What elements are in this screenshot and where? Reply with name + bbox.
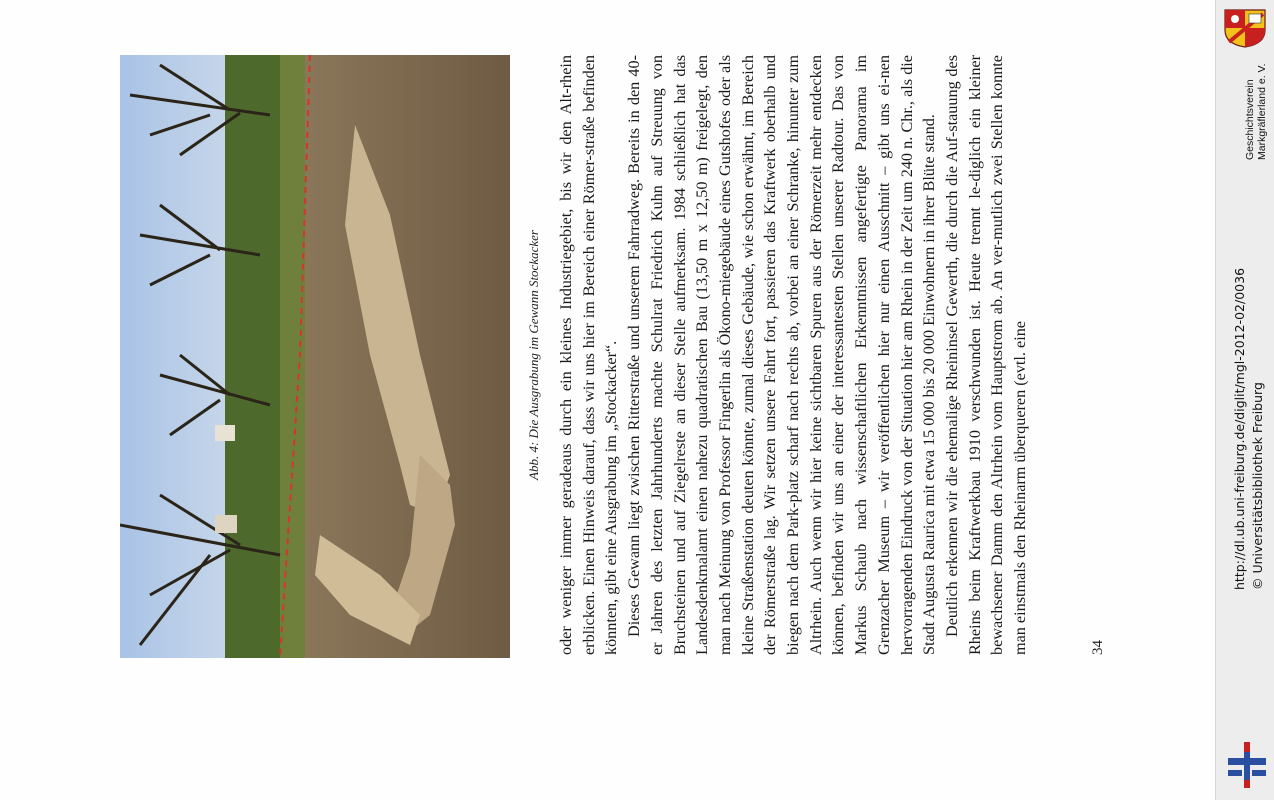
excavation-photo-image xyxy=(120,55,510,658)
permalink-url[interactable]: http://dl.ub.uni-freiburg.de/diglit/mgl-2012-02/0036 xyxy=(1232,267,1247,590)
org-name-line2: Markgräflerland e. V. xyxy=(1256,63,1268,160)
copyright-notice: © Universitätsbibliothek Freiburg xyxy=(1250,382,1265,590)
body-text xyxy=(555,55,1065,655)
coat-of-arms-icon xyxy=(1223,8,1267,48)
paragraph-1: oder weniger immer geradeaus durch ein kleines Industriegebiet, bis wir den Alt-rhein erblicken. Einen Hinweis darauf, dass wir uns hier im Bereich einer Römer-straße befinden könnten, gibt eine Ausgrabung im „Stockacker“. xyxy=(557,55,621,655)
paragraph-3: Deutlich erkennen wir die ehemalige Rheininsel Gewerth, die durch die Auf-stauung des Rheins beim Kraftwerkbau 1910 verschwunden ist. Heute trennt le-diglich ein kleiner bewachsener Damm den Altrhein vom Hauptstrom ab. An ver-mutlich zwei Stellen konnte man einstmals den Rheinarm überqueren (evtl. eine xyxy=(942,55,1030,655)
excavation-photo xyxy=(120,55,510,658)
ub-freiburg-logo-icon[interactable] xyxy=(1226,740,1268,790)
paragraph-2: Dieses Gewann liegt zwischen Ritterstraße und unserem Fahrradweg. Bereits in den 40-er Jahren des letzten Jahrhunderts machte Schulrat Friedrich Kuhn auf Streuung von Bruchsteinen und auf Ziegelreste an dieser Stelle aufmerksam. 1984 schließlich hat das Landesdenkmalamt einen nahezu quadratischen Bau (13,50 m x 12,50 m) freigelegt, den man nach Meinung von Professor Fingerlin als Ökono-miegebäude eines Gutshofes oder als kleine Straßenstation deuten könnte, zumal dieses Gebäude, wie schon erwähnt, im Bereich der Römerstraße lag. Wir setzen unsere Fahrt fort, passieren das Kraftwerk oberhalb und biegen nach dem Park-platz scharf nach rechts ab, vorbei an einer Schranke, hinunter zum Altrhein. Auch wenn wir hier keine sichtbaren Spuren aus der Römerzeit mehr entdecken können, befinden wir uns an einer der interessantesten Stellen unserer Radtour. Das von Markus Schaub nach wissenschaftlichen Erkenntnissen angefertigte Panorama im Grenzacher Museum – wir veröffentlichen hier nur einen Ausschnitt – gibt uns ei-nen hervorragenden Eindruck von der Situation hier am Rhein in der Zeit um 240 n. Chr., als die Stadt Augusta Raurica mit etwa 15 000 bis 20 000 Einwohnern in ihrer Blüte stand. xyxy=(625,55,939,655)
page-number: 34 xyxy=(1090,640,1106,655)
org-name-line1: Geschichtsverein xyxy=(1244,79,1256,160)
figure-caption: Abb. 4: Die Ausgrabung im Gewann Stockacker xyxy=(526,230,541,480)
